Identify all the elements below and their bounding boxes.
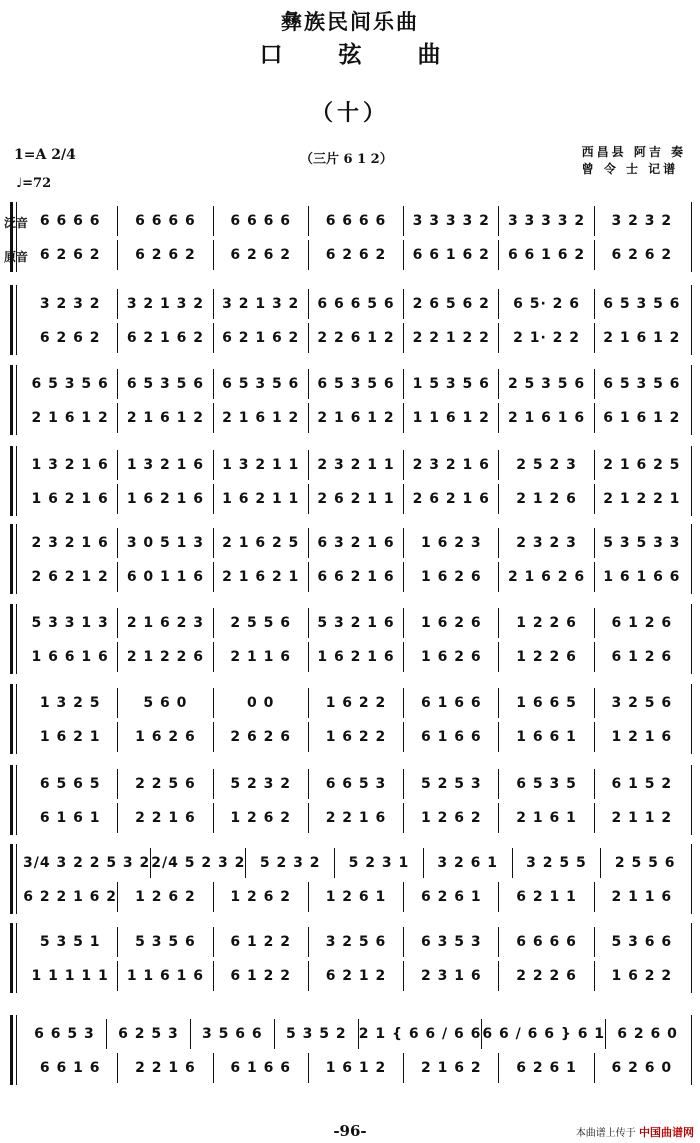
measure: 2 2 1 6 <box>118 1053 213 1083</box>
measure: 6 1 6 1 <box>23 803 118 833</box>
measure: 3 2 3 2 <box>611 213 673 229</box>
measure: 1 6 6 1 6 <box>23 642 118 672</box>
measure: 6 2 6 0 <box>611 1060 673 1076</box>
measure: 5 2 3 1 <box>335 848 424 878</box>
credit-notator: 曾 令 士 记谱 <box>581 162 679 176</box>
measure: 6 6 1 6 2 <box>404 240 499 270</box>
measure: 6 3 2 1 6 <box>309 528 404 558</box>
measure: 2 6 2 6 <box>214 722 309 752</box>
lower-voice-row <box>23 722 689 752</box>
measure: 6 6 6 6 <box>499 927 594 957</box>
tempo-marking: ♩=72 <box>16 176 52 191</box>
lower-voice-row <box>23 642 689 672</box>
measure: 2 5 2 3 <box>499 450 594 480</box>
measure: 6 6 6 6 <box>23 206 118 236</box>
score-system <box>10 446 692 516</box>
measure: 6 2 1 1 <box>499 882 594 912</box>
tuning-note: （三片 6 1 2） <box>300 152 393 167</box>
measure: 5 3 5 3 3 <box>603 535 681 551</box>
measure: 6 1 6 6 <box>214 1053 309 1083</box>
measure: 2 1 6 2 5 <box>603 457 681 473</box>
measure: 2 5 3 5 6 <box>499 369 594 399</box>
measure: 6 2 5 3 <box>107 1019 191 1049</box>
upload-credit <box>576 1124 694 1140</box>
upper-voice-row <box>23 369 689 399</box>
measure: 6 6 6 6 <box>118 206 213 236</box>
score-system <box>10 524 692 594</box>
measure: 6 5 3 5 6 <box>603 376 681 392</box>
measure: 6 5 3 5 <box>499 769 594 799</box>
upper-voice-row <box>23 450 689 480</box>
score-system <box>10 202 692 272</box>
measure: 3 2 1 3 2 <box>214 289 309 319</box>
measure: 6 2 6 2 <box>23 240 118 270</box>
measure: 6 1 6 6 <box>404 688 499 718</box>
measure: 2 5 5 6 <box>214 608 309 638</box>
lower-voice-row <box>23 484 689 514</box>
measure: 3 2 5 5 <box>513 848 602 878</box>
measure: 3 2 3 2 <box>23 289 118 319</box>
measure: 6 5 3 5 6 <box>603 296 681 312</box>
measure: 6 2 1 6 2 <box>214 323 309 353</box>
measure: 1 6 2 6 <box>404 562 499 592</box>
measure: 2 3 2 1 6 <box>23 528 118 558</box>
measure: 6 6 2 1 6 <box>309 562 404 592</box>
lower-voice-row <box>23 562 689 592</box>
measure: 5 3 5 6 <box>118 927 213 957</box>
upper-voice-row <box>23 608 689 638</box>
measure: 2 3 1 6 <box>404 961 499 991</box>
score-system <box>10 1015 692 1085</box>
measure: 1 2 6 2 <box>214 882 309 912</box>
measure: 1 2 1 6 <box>611 729 673 745</box>
measure: 3 3 3 3 2 <box>499 206 594 236</box>
measure: 1 1 6 1 2 <box>404 403 499 433</box>
page-number: -96- <box>333 1122 367 1140</box>
measure: 5 3 5 2 <box>275 1019 359 1049</box>
measure: 6 2 6 0 <box>617 1026 678 1042</box>
measure: 6 2 6 2 <box>214 240 309 270</box>
measure: 3 2 5 6 <box>309 927 404 957</box>
measure: 1 2 6 2 <box>118 882 213 912</box>
measure: 6 2 1 2 <box>309 961 404 991</box>
measure: 6 1 2 6 <box>611 615 673 631</box>
measure: 2 1 6 1 6 <box>499 403 594 433</box>
score-system <box>10 285 692 355</box>
measure: 6 5 3 5 6 <box>309 369 404 399</box>
measure: 2 2 1 2 2 <box>404 323 499 353</box>
lower-voice-row <box>23 323 689 353</box>
lower-voice-row <box>23 803 689 833</box>
measure: 2 1 1 6 <box>611 889 673 905</box>
measure: 5 3 2 1 6 <box>309 608 404 638</box>
score-system <box>10 844 692 914</box>
measure: 1 3 2 1 6 <box>118 450 213 480</box>
measure: 5 2 3 2 <box>214 769 309 799</box>
lower-voice-row <box>23 882 689 912</box>
measure: 6 1 6 1 2 <box>603 410 681 426</box>
measure: 1 2 6 2 <box>214 803 309 833</box>
measure: 2 1 6 2 1 <box>214 562 309 592</box>
measure: 5 3 6 6 <box>611 934 673 950</box>
measure: 6 6 6 6 <box>214 206 309 236</box>
lower-voice-row <box>23 1053 689 1083</box>
measure: 2 6 2 1 6 <box>404 484 499 514</box>
measure: 2 3 2 1 1 <box>309 450 404 480</box>
measure: 6 2 6 2 <box>309 240 404 270</box>
measure: 1 6 1 2 <box>309 1053 404 1083</box>
measure: 5 2 5 3 <box>404 769 499 799</box>
upper-voice-row <box>23 528 689 558</box>
measure: 6 2 2 1 6 2 <box>23 882 118 912</box>
score-system <box>10 765 692 835</box>
measure: 6 2 1 6 2 <box>118 323 213 353</box>
measure: 2 1 1 6 <box>214 642 309 672</box>
measure: 2 6 2 1 1 <box>309 484 404 514</box>
measure: 2 2 5 6 <box>118 769 213 799</box>
lower-voice-row <box>23 240 689 270</box>
measure: 2 1 6 1 <box>499 803 594 833</box>
measure: 1 3 2 1 6 <box>23 450 118 480</box>
measure: 2/4 5 2 3 2 <box>151 848 246 878</box>
measure: 2 1 2 6 <box>499 484 594 514</box>
score-system <box>10 365 692 435</box>
measure: 2 5 5 6 <box>614 855 676 871</box>
measure: 6 0 1 1 6 <box>118 562 213 592</box>
measure: 1 5 3 5 6 <box>404 369 499 399</box>
lower-voice-label: 原音 <box>4 250 29 264</box>
lower-voice-row <box>23 961 689 991</box>
measure: 2 1· 2 2 <box>499 323 594 353</box>
measure: 5 3 3 1 3 <box>23 608 118 638</box>
measure: 6 6 5 3 <box>309 769 404 799</box>
measure: 1 6 6 1 <box>499 722 594 752</box>
credits <box>582 144 686 178</box>
measure: 1 6 2 6 <box>118 722 213 752</box>
measure: 6 3 5 3 <box>404 927 499 957</box>
measure: 6 2 6 2 <box>23 323 118 353</box>
upper-voice-row <box>23 927 689 957</box>
brand-name: 中国曲谱网 <box>639 1126 694 1139</box>
upper-voice-row <box>23 688 689 718</box>
measure: 5 2 3 2 <box>246 848 335 878</box>
measure: 6 5· 2 6 <box>499 289 594 319</box>
lower-voice-row <box>23 403 689 433</box>
measure: 2 1 6 1 2 <box>118 403 213 433</box>
measure: 1 6 1 6 6 <box>603 569 681 585</box>
measure: 1 2 6 1 <box>309 882 404 912</box>
measure: 1 3 2 5 <box>23 688 118 718</box>
measure: 1 6 2 6 <box>404 608 499 638</box>
measure: 6 1 6 6 <box>404 722 499 752</box>
measure: 2 1 { 6 6 / 6 6 <box>359 1019 483 1049</box>
upper-voice-row <box>23 769 689 799</box>
measure: 6 5 3 5 6 <box>118 369 213 399</box>
measure: 6 6 1 6 <box>23 1053 118 1083</box>
measure: 1 6 2 2 <box>611 968 673 984</box>
measure: 2 1 2 2 1 <box>603 491 681 507</box>
measure: 3 3 3 3 2 <box>404 206 499 236</box>
measure: 5 6 0 <box>118 688 213 718</box>
measure: 1 6 2 1 1 <box>214 484 309 514</box>
measure: 1 2 6 2 <box>404 803 499 833</box>
measure: 1 6 2 2 <box>309 688 404 718</box>
measure: 1 1 1 1 1 <box>23 961 118 991</box>
measure: 1 3 2 1 1 <box>214 450 309 480</box>
measure: 1 2 2 6 <box>499 608 594 638</box>
measure: 2 1 2 2 6 <box>118 642 213 672</box>
measure: 1 6 6 5 <box>499 688 594 718</box>
measure: 6 6 5 3 <box>23 1019 107 1049</box>
measure: 2 6 5 6 2 <box>404 289 499 319</box>
measure: 6 6 6 5 6 <box>309 289 404 319</box>
upper-voice-row <box>23 289 689 319</box>
measure: 1 6 2 1 6 <box>23 484 118 514</box>
measure: 2 1 6 1 2 <box>23 403 118 433</box>
piece-title: 口 弦 曲 <box>259 41 441 68</box>
measure: 6 1 2 2 <box>214 927 309 957</box>
measure: 3 5 6 6 <box>191 1019 275 1049</box>
measure: 6 2 6 1 <box>499 1053 594 1083</box>
measure: 3 2 6 1 <box>424 848 513 878</box>
measure: 2 1 6 2 5 <box>214 528 309 558</box>
measure: 6 5 3 5 6 <box>214 369 309 399</box>
measure: 2 2 6 1 2 <box>309 323 404 353</box>
credit-performer: 西昌县 阿吉 奏 <box>581 145 686 159</box>
measure: 3 2 1 3 2 <box>118 289 213 319</box>
measure: 1 6 2 3 <box>404 528 499 558</box>
upper-voice-row <box>23 848 689 878</box>
upload-text: 本曲谱上传于 <box>575 1128 636 1139</box>
score-system <box>10 923 692 993</box>
measure: 1 1 6 1 6 <box>118 961 213 991</box>
measure: 6 2 6 1 <box>404 882 499 912</box>
measure: 3 0 5 1 3 <box>118 528 213 558</box>
measure: 2 6 2 1 2 <box>23 562 118 592</box>
measure: 2 1 6 1 2 <box>603 330 681 346</box>
measure: 6 2 6 2 <box>118 240 213 270</box>
measure: 5 3 5 1 <box>23 927 118 957</box>
measure: 3/4 3 2 2 5 3 2 <box>23 848 151 878</box>
measure: 2 3 2 1 6 <box>404 450 499 480</box>
measure: 2 2 1 6 <box>309 803 404 833</box>
section-number: （十） <box>310 100 389 126</box>
upper-voice-row <box>23 1019 689 1049</box>
measure: 1 6 2 1 <box>23 722 118 752</box>
measure: 2 2 2 6 <box>499 961 594 991</box>
measure: 2 3 2 3 <box>499 528 594 558</box>
measure: 2 1 6 2 3 <box>118 608 213 638</box>
measure: 6 2 6 2 <box>611 247 673 263</box>
measure: 6 1 2 6 <box>611 649 673 665</box>
measure: 6 6 6 6 <box>309 206 404 236</box>
measure: 6 6 / 6 6 } 6 1 <box>482 1019 606 1049</box>
measure: 1 6 2 6 <box>404 642 499 672</box>
measure: 0 0 <box>214 688 309 718</box>
measure: 1 6 2 1 6 <box>309 642 404 672</box>
upper-voice-row <box>23 206 689 236</box>
measure: 6 6 1 6 2 <box>499 240 594 270</box>
measure: 2 2 1 6 <box>118 803 213 833</box>
measure: 6 1 5 2 <box>611 776 673 792</box>
measure: 1 6 2 2 <box>309 722 404 752</box>
measure: 1 6 2 1 6 <box>118 484 213 514</box>
measure: 2 1 6 2 6 <box>499 562 594 592</box>
measure: 3 2 5 6 <box>611 695 673 711</box>
measure: 2 1 6 1 2 <box>309 403 404 433</box>
page-title: 彝族民间乐曲 <box>281 9 419 34</box>
measure: 2 1 6 2 <box>404 1053 499 1083</box>
measure: 2 1 1 2 <box>611 810 673 826</box>
measure: 6 1 2 2 <box>214 961 309 991</box>
measure: 6 5 3 5 6 <box>23 369 118 399</box>
key-signature: 1=A 2/4 <box>14 147 76 163</box>
score-system <box>10 604 692 674</box>
upper-voice-label: 泛音 <box>4 216 29 230</box>
score-system <box>10 684 692 754</box>
measure: 1 2 2 6 <box>499 642 594 672</box>
measure: 6 5 6 5 <box>23 769 118 799</box>
measure: 2 1 6 1 2 <box>214 403 309 433</box>
